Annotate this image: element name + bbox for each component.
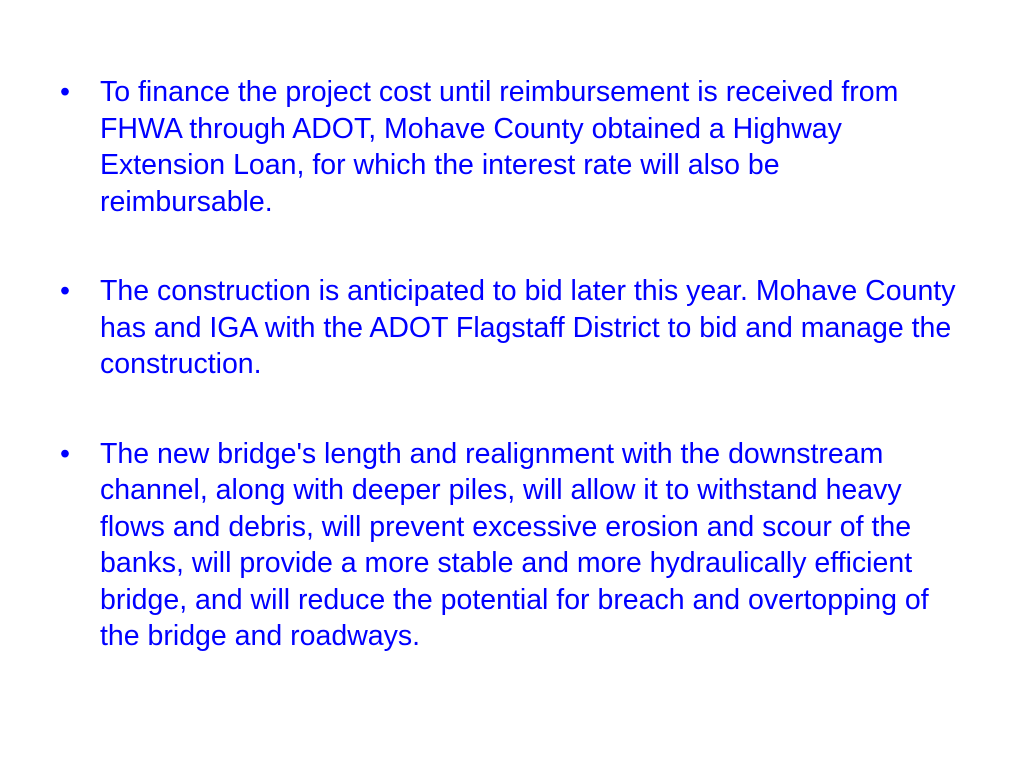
bullet-list <box>60 74 960 655</box>
bullet-item-financing <box>60 74 960 220</box>
bullet-icon: • <box>60 437 70 470</box>
bullet-icon: • <box>60 76 70 108</box>
bullet-icon: • <box>60 275 70 307</box>
bullet-text: The new bridge's length and realignment with the downstream channel, along with deeper piles, will allow it to withstand heavy flows and debris, will prevent excessive erosion and scour of the banks, will provide a more stable and more hydraulically efficient bridge, and will reduce the potential for breach and overtopping of the bridge and roadways. <box>100 437 929 652</box>
bullet-text: To finance the project cost until reimbursement is received from FHWA through ADOT, Mohave County obtained a Highway Extension Loan, for which the interest rate will also be reimbursable. <box>100 76 899 218</box>
bullet-item-bridge-benefits <box>60 436 960 655</box>
bullet-item-construction <box>60 273 960 383</box>
bullet-text: The construction is anticipated to bid later this year. Mohave County has and IGA with the ADOT Flagstaff District to bid and manage the construction. <box>100 275 956 380</box>
